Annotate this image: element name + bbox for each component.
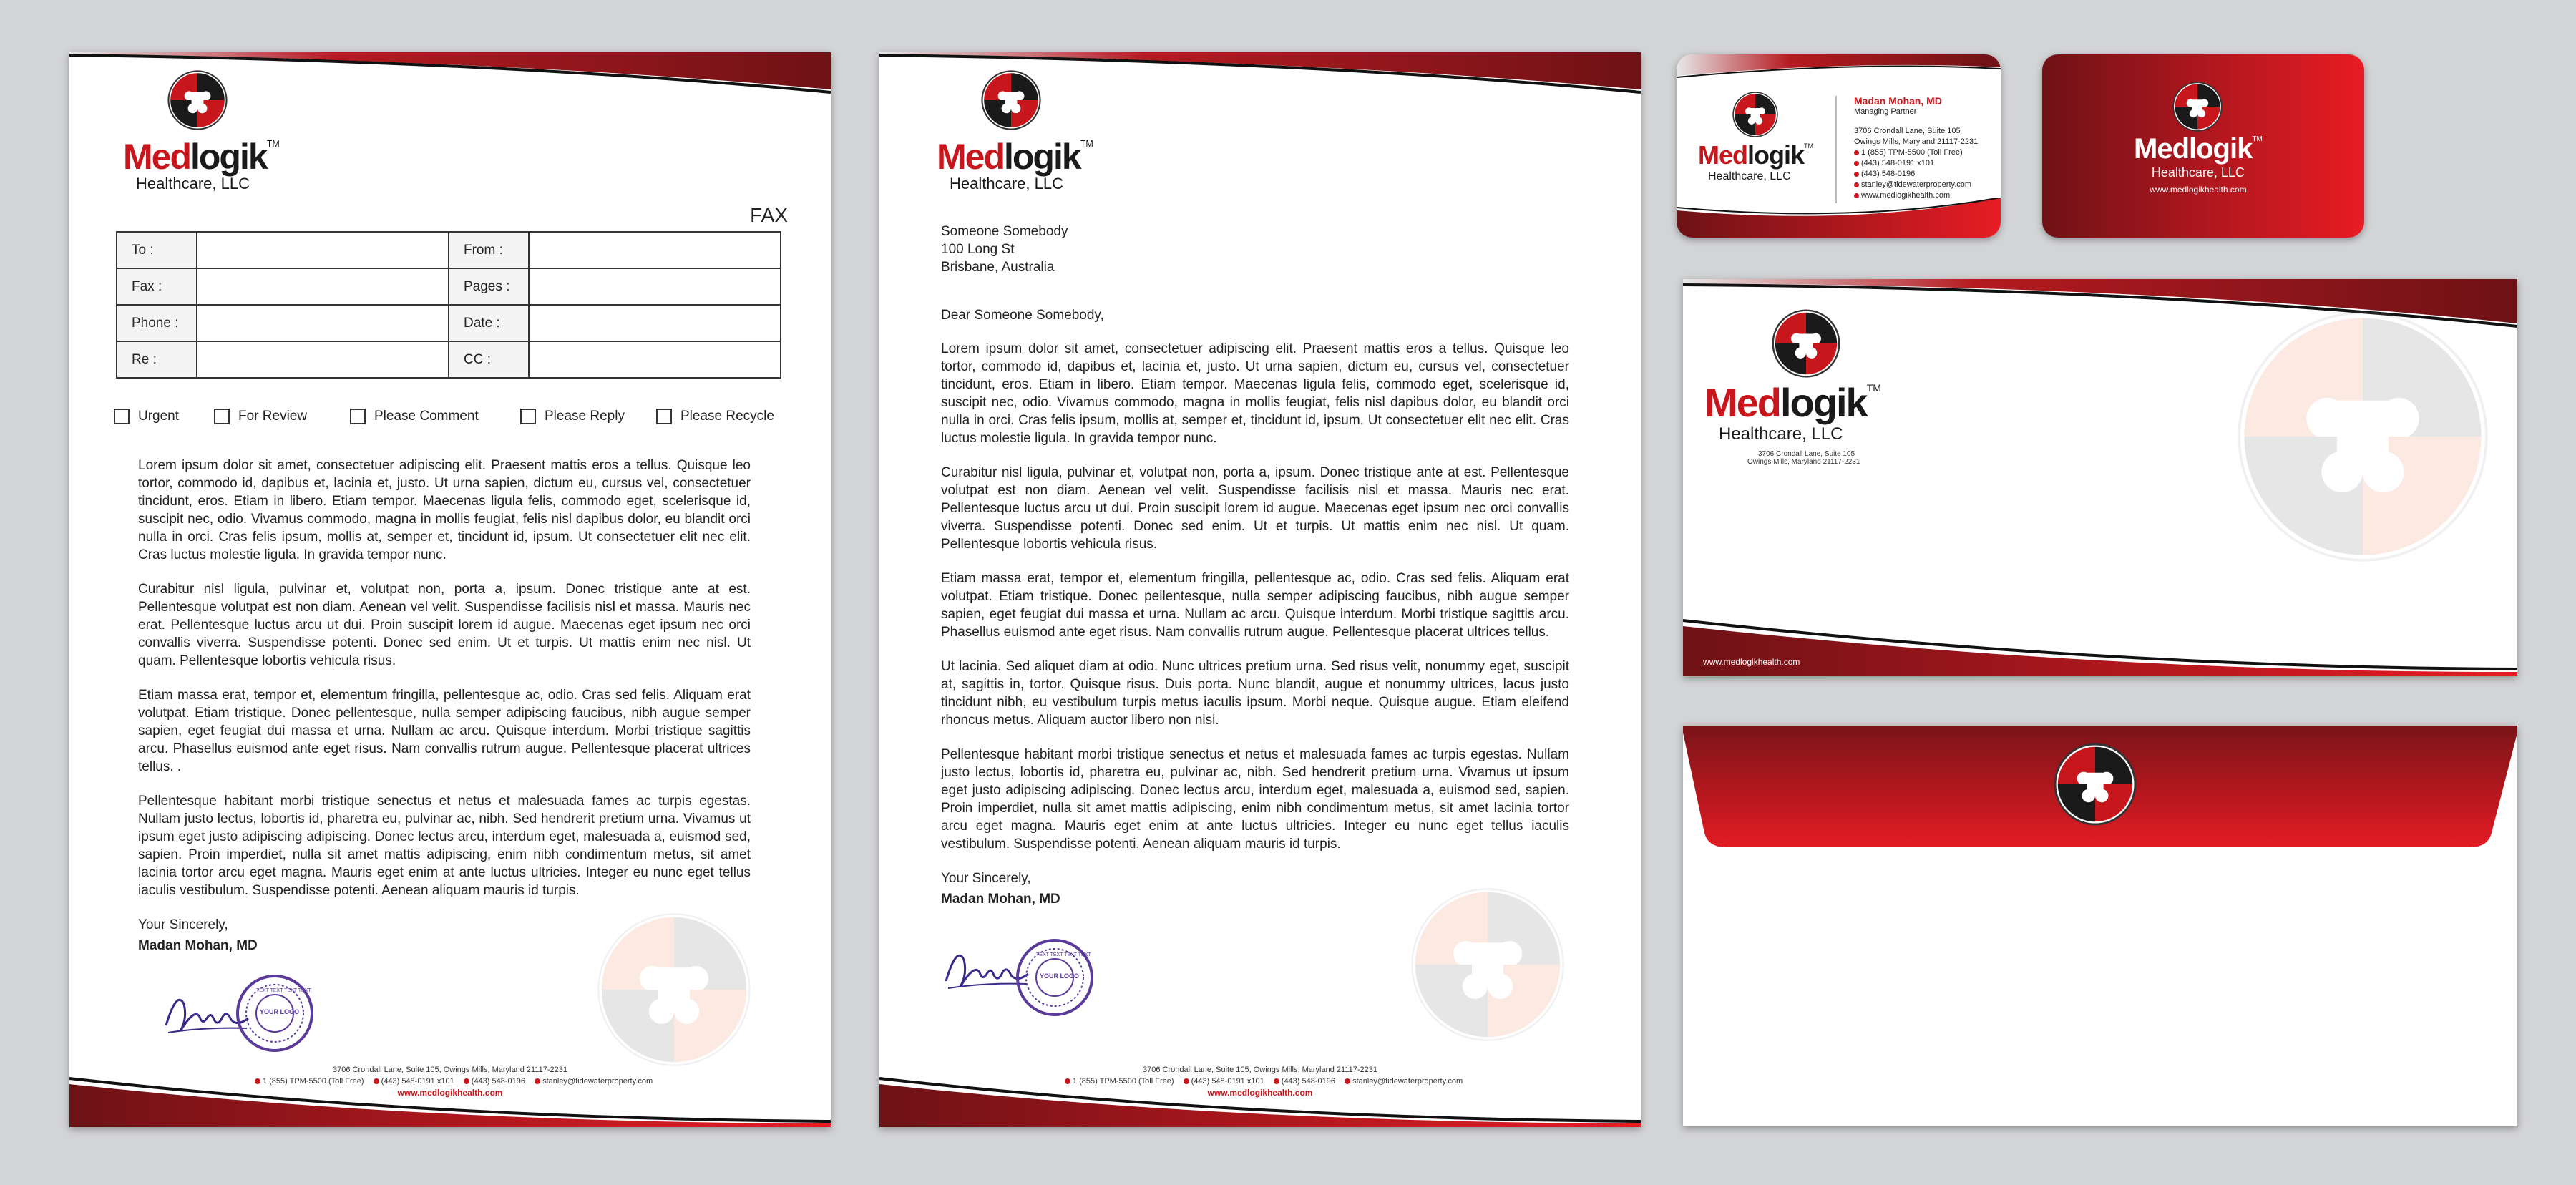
brand-logik: logik — [2189, 133, 2253, 165]
envelope-back — [1683, 726, 2517, 1126]
card-details — [1854, 96, 1978, 201]
fax-label-fax: Fax : — [117, 268, 197, 305]
brand-tm: TM — [1080, 138, 1093, 149]
card-name: Madan Mohan, MD — [1854, 95, 1942, 107]
card-bottom-swoosh — [1677, 198, 2001, 238]
closing: Your Sincerely, — [138, 917, 228, 932]
salutation: Dear Someone Somebody, — [941, 308, 1104, 323]
card-address-1: 3706 Crondall Lane, Suite 105 — [1854, 127, 1961, 135]
brand-med: Med — [1698, 140, 1747, 170]
checkbox-for-review[interactable] — [214, 409, 307, 424]
stamp-logo-text: YOUR LOGO — [1040, 972, 1080, 980]
fax-label-from: From : — [449, 232, 529, 268]
email-icon — [1854, 182, 1859, 187]
footer-fax: (443) 548-0196 — [471, 1077, 526, 1086]
envelope-logo — [1704, 309, 1881, 466]
envelope-address-1: 3706 Crondall Lane, Suite 105 — [1758, 450, 1855, 458]
fax-field-re[interactable] — [197, 341, 449, 378]
puzzle-watermark-icon — [1409, 886, 1566, 1043]
fax-checkboxes — [114, 409, 801, 430]
signer-name: Madan Mohan, MD — [138, 938, 258, 953]
checkbox-label: Please Comment — [374, 409, 479, 424]
footer-toll-free: 1 (855) TPM-5500 (Toll Free) — [1072, 1077, 1174, 1086]
card-title: Managing Partner — [1854, 107, 1917, 116]
card-back-logo — [2134, 82, 2263, 195]
stamp-ring-text: TEXT TEXT TEXT TEXT — [1036, 952, 1091, 957]
paragraph: Pellentesque habitant morbi tristique senectus et netus et malesuada fames ac turpis egestas. Nullam justo lectus, lobortis id, pharetra eu, pulvinar ac, nibh. Sed hendrerit pretium urna. Vivamus ut ipsum eget justo adipiscing adipiscing. Donec lectus arcu, interdum eget, malesuada a, euismod sed, sapien. Proin imperdiet, nulla sit amet mattis adipiscing, enim nibh condimentum metus, sit amet lacinia tortor arcu eget magna. Mauris eget enim at ante luctus ultricies. Integer eu nunc eget tellus iaculis vestibulum. Suspendisse potenti. Aenean aliquam mauris id turpis. — [138, 794, 751, 898]
footer-website[interactable]: www.medlogikhealth.com — [1207, 1088, 1313, 1098]
fax-body — [138, 457, 751, 955]
phone-icon — [1854, 161, 1859, 166]
letterhead-sheet — [879, 52, 1641, 1127]
business-card-front — [1677, 54, 2001, 238]
checkbox-label: Please Reply — [545, 409, 625, 424]
brand-logik: logik — [190, 137, 267, 177]
brand-logik: logik — [1004, 137, 1080, 177]
footer-address: 3706 Crondall Lane, Suite 105, Owings Mills, Maryland 21117-2231 — [333, 1065, 567, 1074]
brand-subtitle: Healthcare, LLC — [136, 175, 250, 192]
brand-subtitle: Healthcare, LLC — [1708, 170, 1791, 182]
brand-logo — [123, 70, 280, 193]
checkbox-label: For Review — [238, 409, 308, 424]
brand-tm: TM — [266, 138, 280, 149]
paragraph: Lorem ipsum dolor sit amet, consectetuer adipiscing elit. Praesent mattis eros a tellus. Quisque leo tortor, commodo id, dapibus et, lacinia et, justo. Ut urna sapien, dictum eu, cursus vel, consectetuer tincidunt, eros. Etiam in libero. Etiam tempor. Maecenas ligula felis, commodo eget, scelerisque id, suscipit nec, odio. Vivamus commodo, magna in mollis feugiat, felis nisl dapibus dolor, eu blandit orci nulla in orci. Cras felis ipsum, mollis at, semper et, tincidunt id, ipsum. Ut consectetuer elit nec elit. Cras luctus molestie ligula. In gravida tempor nunc. — [941, 341, 1569, 446]
checkbox-label: Urgent — [138, 409, 180, 424]
brand-med: Med — [123, 137, 190, 177]
paragraph: Lorem ipsum dolor sit amet, consectetuer adipiscing elit. Praesent mattis eros a tellus. Quisque leo tortor, commodo id, dapibus et, lacinia et, justo. Ut urna sapien, dictum eu, cursus vel, consectetuer tincidunt, eros. Etiam in libero. Etiam tempor. Maecenas ligula felis, commodo eget, scelerisque id, suscipit nec, odio. Vivamus commodo, magna in mollis feugiat, felis nisl dapibus dolor, eu blandit orci nulla in orci. Cras felis ipsum, mollis at, semper et, tincidunt id, ipsum. Ut consectetuer elit nec elit. Cras luctus molestie ligula. In gravida tempor nunc. — [138, 458, 751, 562]
checkbox-label: Please Recycle — [680, 409, 774, 424]
card-toll-free: 1 (855) TPM-5500 (Toll Free) — [1861, 148, 1963, 157]
fax-field-pages[interactable] — [529, 268, 781, 305]
closing: Your Sincerely, — [941, 871, 1031, 886]
paragraph: Pellentesque habitant morbi tristique senectus et netus et malesuada fames ac turpis egestas. Nullam justo lectus, lobortis id, pharetra eu, pulvinar ac, nibh. Sed hendrerit pretium urna. Vivamus ut ipsum eget justo adipiscing adipiscing. Donec lectus arcu, interdum eget, malesuada a, euismod sed, sapien. Proin imperdiet, nulla sit amet mattis adipiscing, enim nibh condimentum metus, sit amet lacinia tortor arcu eget magna. Mauris eget enim at ante luctus ultricies. Integer eu nunc eget tellus iaculis vestibulum. Suspendisse potenti. Aenean aliquam mauris id turpis. — [941, 747, 1569, 852]
fax-field-from[interactable] — [529, 232, 781, 268]
fax-label-re: Re : — [117, 341, 197, 378]
fax-field-fax[interactable] — [197, 268, 449, 305]
checkbox-box — [214, 409, 230, 424]
fax-sheet — [69, 52, 831, 1127]
footer-email[interactable]: stanley@tidewaterproperty.com — [1352, 1077, 1463, 1086]
card-website[interactable]: www.medlogikhealth.com — [1861, 191, 1951, 200]
signer-name: Madan Mohan, MD — [941, 892, 1060, 907]
card-back-website[interactable]: www.medlogikhealth.com — [2150, 185, 2247, 195]
card-email[interactable]: stanley@tidewaterproperty.com — [1861, 180, 1972, 189]
card-fax: (443) 548-0196 — [1861, 170, 1916, 178]
fax-icon — [1854, 172, 1859, 177]
brand-subtitle: Healthcare, LLC — [1719, 424, 1843, 444]
table-row — [117, 341, 781, 378]
checkbox-box — [656, 409, 672, 424]
paragraph: Curabitur nisl ligula, pulvinar et, volutpat non, porta a, ipsum. Donec tristique ante at est. Pellentesque volutpat est non diam. Aenean vel velit. Suspendisse facilisis nisl et massa. Mauris nec erat. Pellentesque luctus arcu ut dui. Proin suscipit lorem id augue. Maecenas eget ipsum nec orci convallis viverra. Suspendisse potenti. Donec sed enim. Ut et turpis. Ut mattis enim nec nisl. Ut quam. Pellentesque lobortis vehicula risus. — [138, 582, 751, 668]
card-logo — [1698, 92, 1813, 183]
table-row — [117, 305, 781, 341]
checkbox-box — [520, 409, 536, 424]
recipient-line: Someone Somebody — [941, 224, 1068, 239]
fax-field-date[interactable] — [529, 305, 781, 341]
checkbox-please-comment[interactable] — [350, 409, 479, 424]
brand-med: Med — [1704, 380, 1780, 425]
brand-subtitle: Healthcare, LLC — [2151, 165, 2245, 180]
bottom-swoosh — [69, 1070, 831, 1127]
business-card-back — [2042, 54, 2364, 238]
table-row — [117, 268, 781, 305]
phone-icon — [1854, 150, 1859, 155]
brand-subtitle: Healthcare, LLC — [950, 175, 1063, 192]
fax-label-phone: Phone : — [117, 305, 197, 341]
letter-body — [941, 223, 1569, 908]
fax-label-cc: CC : — [449, 341, 529, 378]
puzzle-logo-icon — [2054, 743, 2137, 826]
paragraph: Curabitur nisl ligula, pulvinar et, volutpat non, porta a, ipsum. Donec tristique ante at est. Pellentesque volutpat est non diam. Aenean vel velit. Suspendisse facilisis nisl et massa. Mauris nec erat. Pellentesque luctus arcu ut dui. Proin suscipit lorem id augue. Maecenas eget ipsum nec orci convallis viverra. Suspendisse potenti. Donec sed enim. Ut et turpis. Ut mattis enim nec nisl. Ut quam. Pellentesque lobortis vehicula risus. — [941, 465, 1569, 552]
puzzle-logo-icon — [2172, 82, 2223, 132]
brand-med: Med — [2134, 133, 2189, 165]
footer-fax: (443) 548-0196 — [1281, 1077, 1336, 1086]
fax-label-date: Date : — [449, 305, 529, 341]
envelope-bottom-swoosh — [1683, 612, 2517, 676]
checkbox-box — [350, 409, 366, 424]
envelope-address-2: Owings Mills, Maryland 21117-2231 — [1747, 458, 1860, 466]
checkbox-box — [114, 409, 130, 424]
puzzle-logo-icon — [981, 70, 1041, 130]
puzzle-logo-icon — [167, 70, 228, 130]
footer-website[interactable]: www.medlogikhealth.com — [397, 1088, 503, 1098]
puzzle-logo-icon — [1772, 309, 1840, 378]
stamp-ring-text: TEXT TEXT TEXT TEXT — [256, 988, 311, 993]
puzzle-logo-icon — [1732, 92, 1778, 137]
stamp-logo-text: YOUR LOGO — [260, 1008, 300, 1015]
paragraph: Etiam massa erat, tempor et, elementum fringilla, pellentesque ac, odio. Cras sed felis. Aliquam erat volutpat. Etiam tristique. Donec pellentesque, nulla semper adipiscing faucibus, nibh augue semper sapien, eget feugiat dui massa et urna. Nullam ac arcu. Quisque interdum. Morbi tristique sagittis arcu. Phasellus euismod ante eget risus. Nam convallis rutrum augue. Pellentesque placerat ultrices tellus. . — [138, 688, 751, 774]
envelope-website[interactable]: www.medlogikhealth.com — [1703, 657, 1800, 667]
puzzle-watermark-icon — [595, 911, 753, 1068]
card-address-2: Owings Mills, Maryland 21117-2231 — [1854, 137, 1979, 146]
fax-field-to[interactable] — [197, 232, 449, 268]
checkbox-please-recycle[interactable] — [656, 409, 774, 424]
fax-field-cc[interactable] — [529, 341, 781, 378]
checkbox-please-reply[interactable] — [520, 409, 625, 424]
recipient-line: 100 Long St — [941, 242, 1015, 257]
bottom-swoosh — [879, 1070, 1641, 1127]
brand-logik: logik — [1780, 380, 1867, 425]
footer-address: 3706 Crondall Lane, Suite 105, Owings Mills, Maryland 21117-2231 — [1143, 1065, 1377, 1074]
card-top-swoosh — [1677, 54, 2001, 86]
brand-logo — [937, 70, 1093, 193]
brand-tm: TM — [1866, 382, 1881, 394]
paragraph: Etiam massa erat, tempor et, elementum fringilla, pellentesque ac, odio. Cras sed felis. Aliquam erat volutpat. Etiam tristique. Donec pellentesque, nulla semper adipiscing faucibus, nibh augue semper sapien, eget feugiat dui massa et urna. Nullam ac arcu. Quisque interdum. Morbi tristique sagittis arcu. Phasellus euismod ante eget risus. Nam convallis rutrum augue. Pellentesque placerat ultrices tellus. — [941, 571, 1569, 640]
recipient-line: Brisbane, Australia — [941, 260, 1055, 275]
brand-tm: TM — [1804, 142, 1814, 150]
envelope-front — [1683, 279, 2517, 676]
brand-logik: logik — [1747, 140, 1805, 170]
table-row — [117, 232, 781, 268]
footer-office: (443) 548-0191 x101 — [1191, 1077, 1264, 1086]
card-divider — [1835, 96, 1837, 203]
puzzle-watermark-icon — [2234, 308, 2492, 565]
footer-toll-free: 1 (855) TPM-5500 (Toll Free) — [262, 1077, 364, 1086]
fax-field-phone[interactable] — [197, 305, 449, 341]
fax-label-to: To : — [117, 232, 197, 268]
footer-office: (443) 548-0191 x101 — [381, 1077, 454, 1086]
fax-label-pages: Pages : — [449, 268, 529, 305]
checkbox-urgent[interactable] — [114, 409, 179, 424]
footer-email[interactable]: stanley@tidewaterproperty.com — [542, 1077, 653, 1086]
brand-med: Med — [937, 137, 1004, 177]
brand-tm: TM — [2252, 135, 2263, 143]
paragraph: Ut lacinia. Sed aliquet diam at odio. Nunc ultrices pretium urna. Sed risus velit, nonummy eget, suscipit at, sagittis in, tortor. Quisque risus. Duis porta. Nunc blandit, augue et nonummy ultrices, lacus justo tincidunt nibh, eu vestibulum turpis metus iaculis ipsum. Morbi neque. Quisque augue. Etiam eleifend rhoncus metus. Aliquam auctor libero non nisi. — [941, 659, 1569, 728]
card-office: (443) 548-0191 x101 — [1861, 159, 1935, 167]
web-icon — [1854, 193, 1859, 198]
fax-fields-table — [116, 231, 781, 379]
fax-heading: FAX — [750, 204, 788, 226]
